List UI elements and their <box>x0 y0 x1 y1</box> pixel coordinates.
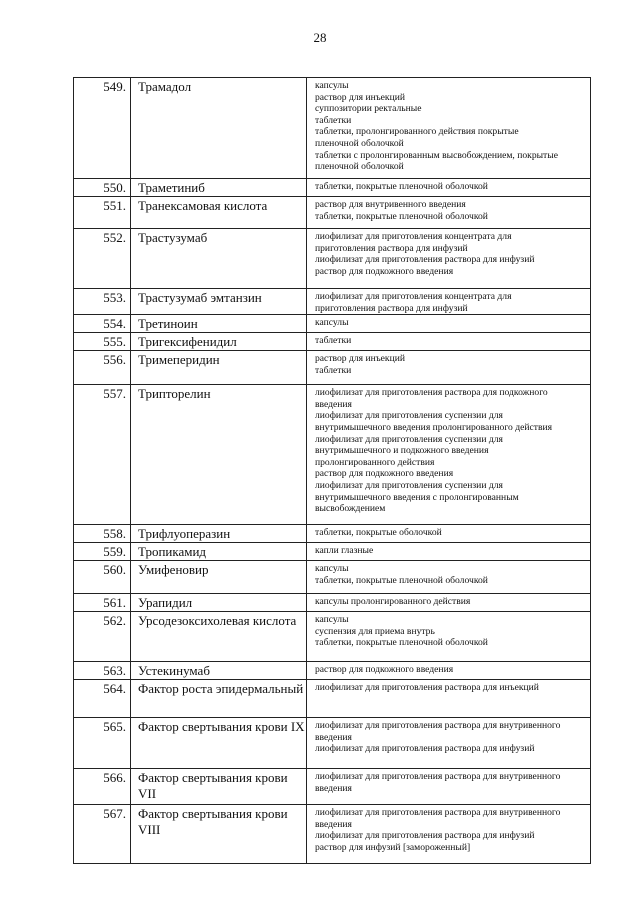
dosage-form-line: капсулы <box>315 317 349 329</box>
dosage-form-line: таблетки, покрытые пленочной оболочкой <box>315 181 488 192</box>
dosage-form-line: введения <box>315 782 352 794</box>
entry-number: 560. <box>74 561 131 594</box>
dosage-form-line: раствор для внутривенного введения <box>315 199 466 210</box>
drug-name: Трипторелин <box>131 385 307 525</box>
dosage-form-line: приготовления раствора для инфузий <box>315 302 468 314</box>
dosage-forms <box>307 561 591 594</box>
dosage-form-line: раствор для подкожного введения <box>315 265 454 277</box>
dosage-form-line: таблетки, покрытые пленочной оболочкой <box>315 637 488 649</box>
table-row <box>74 385 591 525</box>
dosage-form-line: внутримышечного введения с пролонгированным <box>315 491 519 503</box>
drug-name: Трамадол <box>131 78 307 179</box>
dosage-form-line: таблетки, покрытые пленочной оболочкой <box>315 574 488 586</box>
dosage-form-line: приготовления раствора для инфузий <box>315 242 468 254</box>
drug-name: Тропикамид <box>131 543 307 561</box>
drug-name: Урсодезоксихолевая кислота <box>131 612 307 662</box>
drug-name: Трифлуоперазин <box>131 525 307 543</box>
entry-number: 550. <box>74 179 131 197</box>
entry-number: 558. <box>74 525 131 543</box>
entry-number: 555. <box>74 333 131 351</box>
dosage-form-line: таблетки <box>315 114 352 126</box>
drug-name: Тригексифенидил <box>131 333 307 351</box>
drug-name: Трастузумаб <box>131 229 307 289</box>
drug-name: Трастузумаб эмтанзин <box>131 289 307 315</box>
dosage-form-line: лиофилизат для приготовления концентрата для <box>315 291 512 302</box>
dosage-form-line: раствор для подкожного введения <box>315 664 454 676</box>
dosage-form-line: пленочной оболочкой <box>315 161 404 173</box>
entry-number: 552. <box>74 229 131 289</box>
dosage-form-line: раствор для инфузий [замороженный] <box>315 841 471 853</box>
dosage-forms <box>307 333 591 351</box>
entry-number: 563. <box>74 662 131 680</box>
dosage-form-line: лиофилизат для приготовления суспензии для <box>315 410 503 422</box>
dosage-forms <box>307 385 591 525</box>
dosage-form-line: внутримышечного введения пролонгированного действия <box>315 421 553 433</box>
table-row <box>74 333 591 351</box>
dosage-forms <box>307 805 591 864</box>
drug-name: Тримеперидин <box>131 351 307 385</box>
dosage-form-line: введения <box>315 731 352 743</box>
dosage-form-line: лиофилизат для приготовления раствора для инфузий <box>315 743 535 755</box>
dosage-form-line: лиофилизат для приготовления раствора для внутривенного <box>315 771 561 783</box>
dosage-form-line: капсулы <box>315 614 349 626</box>
entry-number: 561. <box>74 594 131 612</box>
dosage-form-line: лиофилизат для приготовления раствора для инфузий <box>315 254 535 266</box>
entry-number: 549. <box>74 78 131 179</box>
drug-name: Устекинумаб <box>131 662 307 680</box>
dosage-form-line: введения <box>315 818 352 830</box>
page-number: 28 <box>313 30 327 45</box>
table-row <box>74 315 591 333</box>
entry-number: 557. <box>74 385 131 525</box>
drug-name: Третиноин <box>131 315 307 333</box>
table-row <box>74 769 591 805</box>
dosage-forms <box>307 680 591 718</box>
dosage-form-line: внутримышечного и подкожного введения <box>315 445 489 457</box>
drug-name: Урапидил <box>131 594 307 612</box>
dosage-forms <box>307 769 591 805</box>
dosage-forms <box>307 718 591 769</box>
table-row <box>74 805 591 864</box>
dosage-form-line: лиофилизат для приготовления концентрата для <box>315 231 512 242</box>
table-row <box>74 612 591 662</box>
dosage-form-line: капсулы <box>315 80 349 91</box>
dosage-form-line: таблетки, покрытые пленочной оболочкой <box>315 210 488 222</box>
entry-number: 556. <box>74 351 131 385</box>
dosage-form-line: капсулы пролонгированного действия <box>315 596 471 608</box>
dosage-forms <box>307 179 591 197</box>
dosage-form-line: таблетки <box>315 335 352 347</box>
dosage-forms <box>307 612 591 662</box>
dosage-forms <box>307 543 591 561</box>
drug-name: Транексамовая кислота <box>131 197 307 229</box>
dosage-form-line: лиофилизат для приготовления раствора для инфузий <box>315 830 535 842</box>
dosage-form-line: капли глазные <box>315 545 374 557</box>
drug-name: Умифеновир <box>131 561 307 594</box>
drug-table <box>73 77 591 864</box>
dosage-form-line: капсулы <box>315 563 349 575</box>
dosage-form-line: пролонгированного действия <box>315 456 435 468</box>
drug-table-body <box>74 78 591 864</box>
entry-number: 562. <box>74 612 131 662</box>
dosage-form-line: таблетки <box>315 364 352 376</box>
dosage-form-line: раствор для подкожного введения <box>315 468 454 480</box>
table-row <box>74 662 591 680</box>
dosage-form-line: высвобождением <box>315 503 386 515</box>
entry-number: 566. <box>74 769 131 805</box>
table-row <box>74 718 591 769</box>
entry-number: 565. <box>74 718 131 769</box>
table-row <box>74 680 591 718</box>
table-row <box>74 229 591 289</box>
dosage-forms <box>307 351 591 385</box>
entry-number: 567. <box>74 805 131 864</box>
table-row <box>74 594 591 612</box>
drug-name: Фактор свертывания крови VIII <box>131 805 307 864</box>
dosage-form-line: суспензия для приема внутрь <box>315 625 435 637</box>
entry-number: 551. <box>74 197 131 229</box>
dosage-form-line: таблетки, покрытые оболочкой <box>315 527 442 539</box>
dosage-forms <box>307 594 591 612</box>
dosage-form-line: таблетки с пролонгированным высвобождением, покрытые <box>315 149 558 161</box>
table-row <box>74 179 591 197</box>
dosage-form-line: введения <box>315 398 352 410</box>
table-row <box>74 197 591 229</box>
entry-number: 553. <box>74 289 131 315</box>
entry-number: 564. <box>74 680 131 718</box>
drug-name: Траметиниб <box>131 179 307 197</box>
table-row <box>74 525 591 543</box>
dosage-form-line: пленочной оболочкой <box>315 137 404 149</box>
dosage-form-line: раствор для инъекций <box>315 353 405 365</box>
table-row <box>74 351 591 385</box>
drug-name: Фактор роста эпидермальный <box>131 680 307 718</box>
entry-number: 559. <box>74 543 131 561</box>
table-row <box>74 561 591 594</box>
dosage-forms <box>307 229 591 289</box>
dosage-form-line: раствор для инъекций <box>315 91 405 103</box>
dosage-form-line: лиофилизат для приготовления раствора для внутривенного <box>315 807 561 819</box>
drug-name: Фактор свертывания крови VII <box>131 769 307 805</box>
dosage-form-line: лиофилизат для приготовления раствора для инъекций <box>315 682 539 694</box>
dosage-form-line: таблетки, пролонгированного действия покрытые <box>315 126 519 138</box>
dosage-form-line: лиофилизат для приготовления суспензии для <box>315 479 503 491</box>
dosage-forms <box>307 197 591 229</box>
dosage-forms <box>307 289 591 315</box>
dosage-forms <box>307 662 591 680</box>
dosage-forms <box>307 78 591 179</box>
dosage-form-line: лиофилизат для приготовления раствора для подкожного <box>315 387 548 399</box>
entry-number: 554. <box>74 315 131 333</box>
drug-name: Фактор свертывания крови IX <box>131 718 307 769</box>
table-row <box>74 78 591 179</box>
dosage-forms <box>307 525 591 543</box>
table-row <box>74 289 591 315</box>
table-row <box>74 543 591 561</box>
dosage-forms <box>307 315 591 333</box>
dosage-form-line: суппозитории ректальные <box>315 103 422 115</box>
dosage-form-line: лиофилизат для приготовления суспензии для <box>315 433 503 445</box>
dosage-form-line: лиофилизат для приготовления раствора для внутривенного <box>315 720 561 732</box>
